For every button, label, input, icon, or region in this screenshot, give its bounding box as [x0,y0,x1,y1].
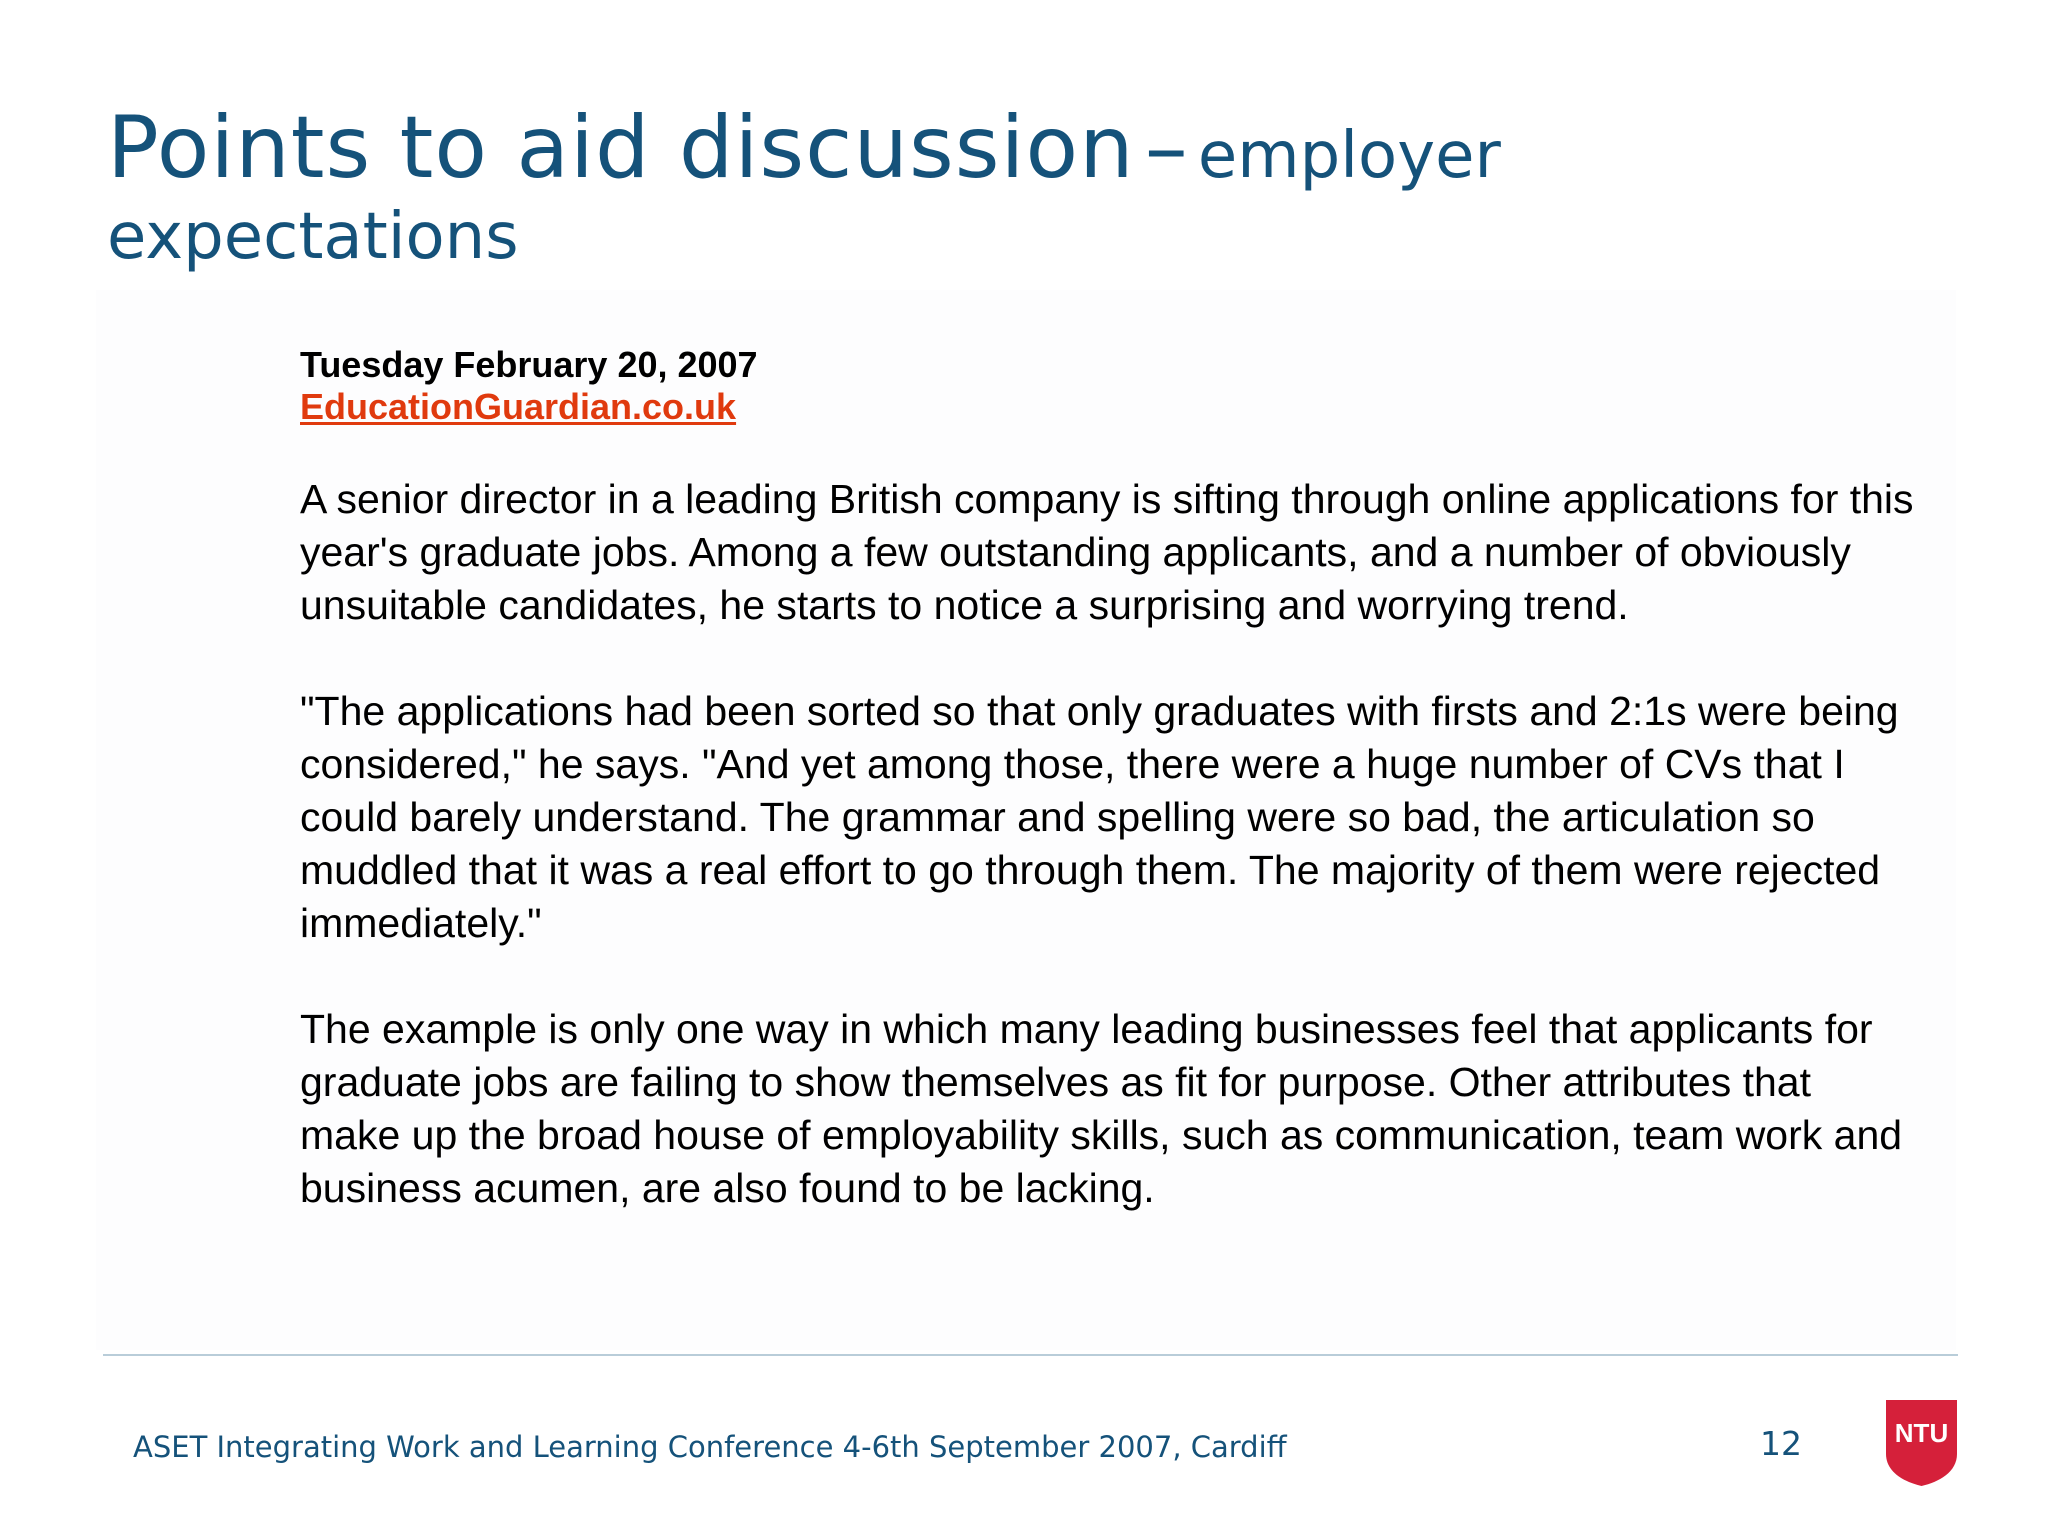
page-number: 12 [1760,1424,1802,1463]
logo-text: NTU [1894,1418,1949,1448]
ntu-logo-icon [1884,1398,1959,1488]
article-source-link[interactable]: EducationGuardian.co.uk [300,386,737,427]
article-date: Tuesday February 20, 2007 [300,344,758,385]
article-paragraph: A senior director in a leading British company is sifting through online applications for this year's graduate jobs. Among a few outstanding applicants, and a number of obviously unsuitable candidates, he starts to notice a surprising and worrying trend. [300,476,1914,628]
footer-conference-text: ASET Integrating Work and Learning Conference 4-6th September 2007, Cardiff [133,1430,1287,1464]
title-sub-line2: expectations [107,200,519,274]
article-excerpt [300,345,1920,1215]
title-main: Points to aid discussion [107,98,1135,198]
title-sub: employer [1197,119,1501,193]
article-paragraph: The example is only one way in which many leading businesses feel that applicants for graduate jobs are failing to show themselves as fit for purpose. Other attributes that make up the broad house of employability skills, such as communication, team work and business acumen, are also found to be lacking. [300,1006,1903,1211]
article-paragraph: "The applications had been sorted so that only graduates with firsts and 2:1s were being considered," he says. "And yet among those, there were a huge number of CVs that I could barely understand. The grammar and spelling were so bad, the articulation so muddled that it was a real effort to go through them. The majority of them were rejected immediately." [300,688,1899,946]
slide-title [107,98,1907,274]
footer-divider [103,1354,1958,1356]
title-dash: – [1144,98,1188,198]
